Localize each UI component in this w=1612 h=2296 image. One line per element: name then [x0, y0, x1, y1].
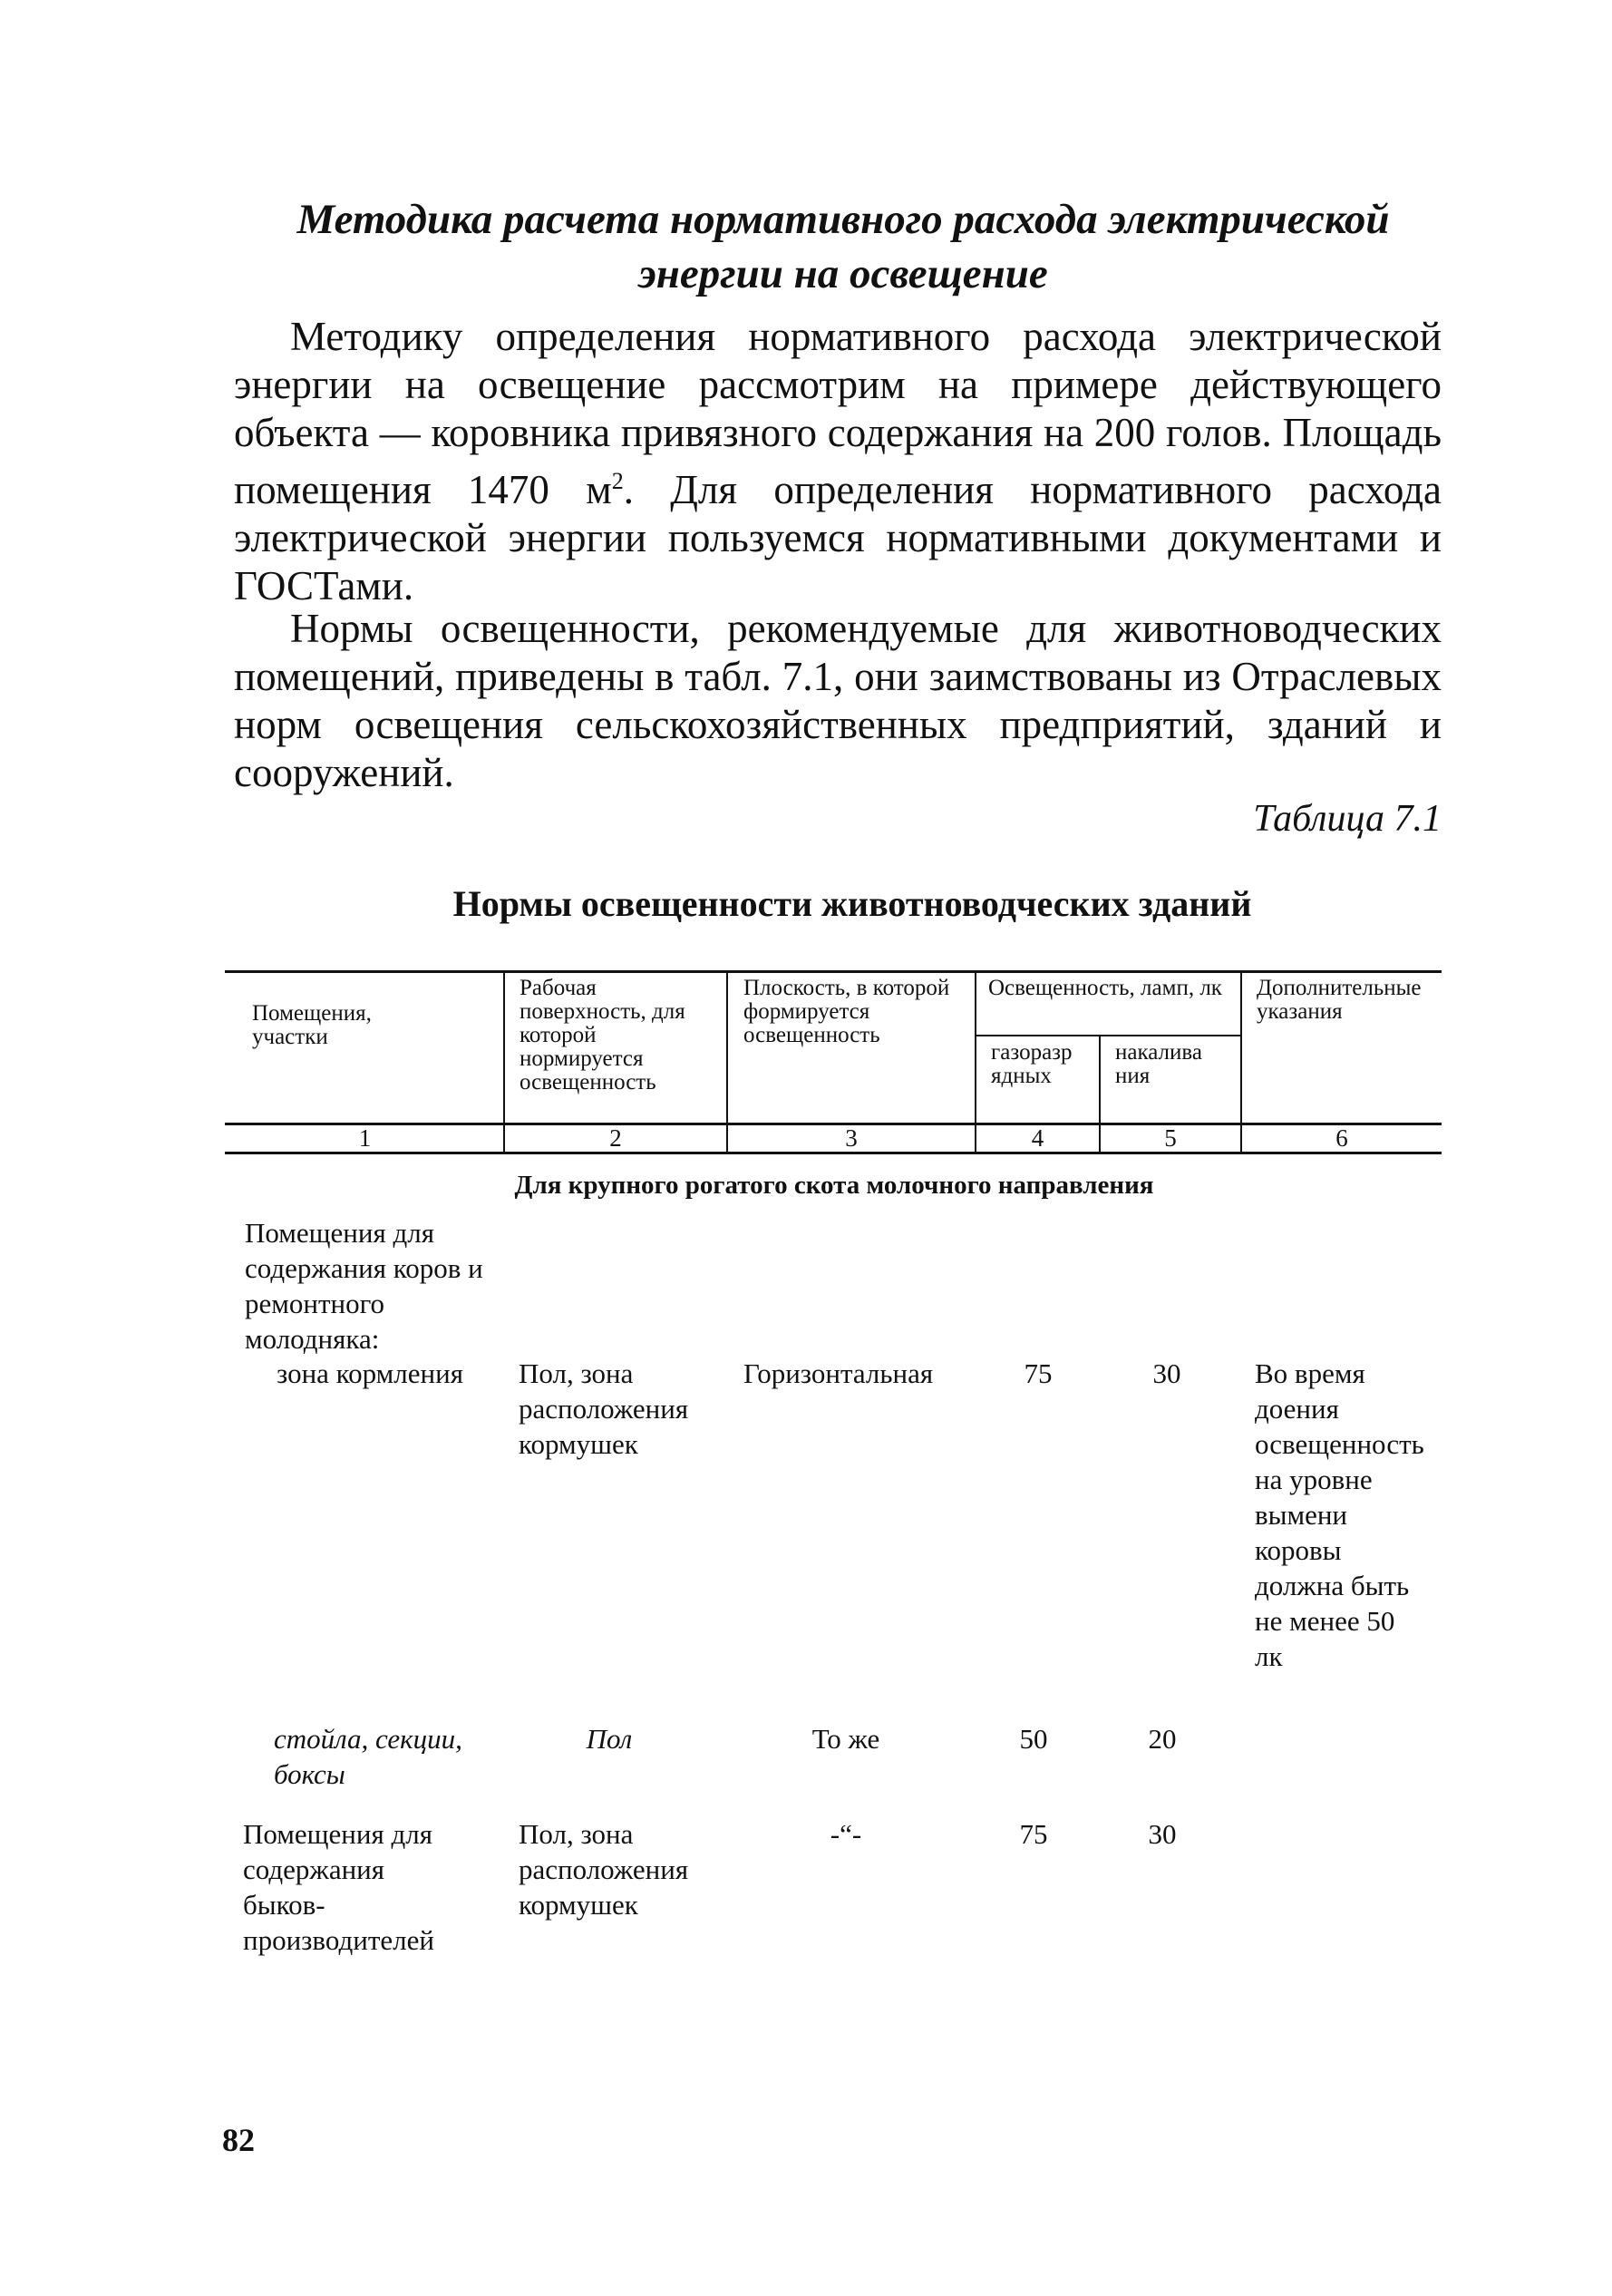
row-1-room: зона кормления [277, 1357, 463, 1389]
header-work-surface: Рабочая поверхность, для которой нормируется освещенность [520, 976, 685, 1094]
paragraph-2-text: Нормы освещенности, рекомендуемые для животноводческих помещений, приведены в табл. 7.1, они заимствованы из Отраслевых норм освещения сельскохозяйственных предприятий, зданий и сооружений. [234, 606, 1442, 795]
col-number-5: 5 [1164, 1124, 1177, 1152]
table-number-rule [225, 1152, 1442, 1154]
table-title: Нормы освещенности животноводческих зданий [452, 883, 1252, 924]
header-plane: Плоскость, в которой формируется освещенность [743, 976, 950, 1047]
paragraph-methodology [234, 313, 1442, 610]
header-additional: Дополнительные указания [1257, 976, 1422, 1024]
row-2-room: стойла, секции, боксы [274, 1723, 462, 1790]
row-1-surface: Пол, зона расположения кормушек [519, 1357, 689, 1460]
row-3-surface: Пол, зона расположения кормушек [519, 1818, 689, 1921]
paragraph-1-text-a: Методику определения нормативного расхода электрической энергии на освещение рассмотрим на примере действующего объекта — коровника привязного содержания на 200 голов. Площадь помещения 1470 м [234, 314, 1442, 512]
section-heading [236, 192, 1451, 301]
row-2-gas: 50 [1019, 1723, 1048, 1755]
row-1-incandescent: 30 [1152, 1357, 1181, 1389]
row-2-plane: То же [811, 1723, 880, 1755]
header-incandescent: накаливания [1115, 1040, 1202, 1088]
row-1-note: Во время доения освещенность на уровне вымени коровы должна быть не менее 50 лк [1255, 1357, 1424, 1672]
row-1-gas: 75 [1024, 1357, 1053, 1389]
row-2-surface: Пол [586, 1723, 633, 1755]
section-heading-line-1: Методика расчета нормативного расхода электрической [296, 196, 1390, 243]
page-number: 82 [222, 2122, 255, 2158]
header-gas-discharge: газоразрядных [991, 1040, 1073, 1088]
section-heading-line-2: энергии на освещение [638, 250, 1048, 297]
row-3-plane: -“- [830, 1818, 862, 1850]
col-number-6: 6 [1335, 1124, 1348, 1152]
illuminance-sub-rule [976, 1035, 1242, 1036]
col-number-1: 1 [358, 1124, 372, 1152]
superscript-2: 2 [611, 468, 624, 494]
col-number-3: 3 [845, 1124, 858, 1152]
row-3-room: Помещения для содержания быков-производителей [243, 1818, 434, 1956]
row-3-gas: 75 [1019, 1818, 1048, 1850]
table-top-rule [225, 970, 1442, 973]
header-illuminance: Освещенность, ламп, лк [988, 976, 1222, 1000]
section-label: Помещения для содержания коров и ремонтного молодняка: [245, 1217, 483, 1355]
col-number-2: 2 [609, 1124, 622, 1152]
row-3-incandescent: 30 [1148, 1818, 1177, 1850]
row-1-plane: Горизонтальная [743, 1357, 934, 1389]
paragraph-norms [234, 605, 1442, 797]
header-rooms: Помещения, участки [252, 1001, 372, 1049]
paragraph-1-text-b: . Для определения нормативного расхода электрической энергии пользуемся нормативными документами и ГОСТами. [234, 467, 1442, 608]
row-2-incandescent: 20 [1148, 1723, 1177, 1755]
table-label: Таблица 7.1 [1253, 798, 1442, 840]
col-number-4: 4 [1031, 1124, 1044, 1152]
group-title: Для крупного рогатого скота молочного направления [514, 1171, 1154, 1200]
